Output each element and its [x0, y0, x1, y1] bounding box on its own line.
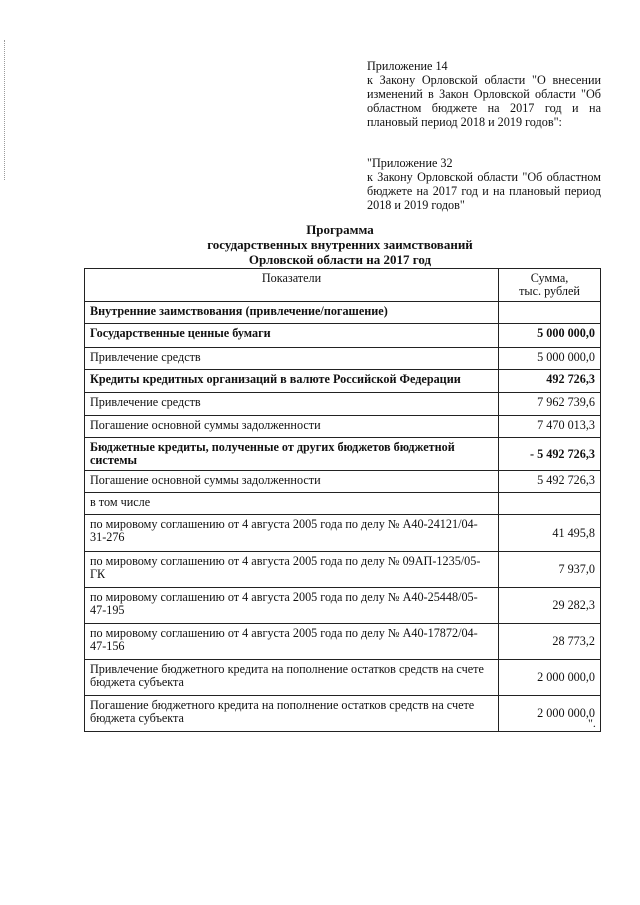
row-value: 2 000 000,0	[499, 696, 601, 732]
row-value: - 5 492 726,3	[499, 438, 601, 471]
table-row	[85, 324, 601, 348]
table-row	[85, 471, 601, 493]
row-value: 5 492 726,3	[499, 471, 601, 493]
table-row	[85, 696, 601, 732]
row-value: 7 937,0	[499, 552, 601, 588]
table-row	[85, 624, 601, 660]
table-row	[85, 393, 601, 416]
title-line-3: Орловской области на 2017 год	[248, 252, 432, 267]
row-label: Привлечение бюджетного кредита на пополнение остатков средств на счете бюджета субъекта	[85, 660, 499, 696]
annex-14-title: Приложение 14	[367, 59, 448, 73]
row-value	[499, 302, 601, 324]
closing-quote-mark: ".	[588, 716, 596, 730]
header-sum	[499, 269, 601, 302]
table-row	[85, 515, 601, 552]
row-value	[499, 493, 601, 515]
row-value: 5 000 000,0	[499, 324, 601, 348]
row-value: 41 495,8	[499, 515, 601, 552]
row-value: 7 470 013,3	[499, 416, 601, 438]
row-label: Привлечение средств	[85, 393, 499, 416]
row-label: Погашение основной суммы задолженности	[85, 416, 499, 438]
title-line-1: Программа	[306, 222, 374, 237]
row-label: Кредиты кредитных организаций в валюте Российской Федерации	[85, 370, 499, 393]
row-label: Бюджетные кредиты, полученные от других бюджетов бюджетной системы	[85, 438, 499, 471]
row-label: в том числе	[85, 493, 499, 515]
annex-32-header	[367, 156, 601, 212]
row-label: по мировому соглашению от 4 августа 2005 года по делу № А40-17872/04-47-156	[85, 624, 499, 660]
row-value: 7 962 739,6	[499, 393, 601, 416]
table-row	[85, 416, 601, 438]
row-value: 5 000 000,0	[499, 348, 601, 370]
margin-dotted-line	[4, 40, 6, 180]
table-row	[85, 348, 601, 370]
table-header-row	[85, 269, 601, 302]
table-row	[85, 438, 601, 471]
title-line-2: государственных внутренних заимствований	[207, 237, 473, 252]
annex-14-header	[367, 59, 601, 129]
row-label: Погашение основной суммы задолженности	[85, 471, 499, 493]
header-sum-line2: тыс. рублей	[519, 284, 580, 298]
annex-32-text: к Закону Орловской области "Об областном бюджете на 2017 год и на плановый период 2018 и 2019 годов"	[367, 170, 601, 212]
row-label: Погашение бюджетного кредита на пополнение остатков средств на счете бюджета субъекта	[85, 696, 499, 732]
row-label: по мировому соглашению от 4 августа 2005 года по делу № А40-24121/04-31-276	[85, 515, 499, 552]
row-value: 2 000 000,0	[499, 660, 601, 696]
table-row	[85, 552, 601, 588]
annex-14-text: к Закону Орловской области "О внесении изменений в Закон Орловской области "Об областном бюджете на 2017 год и на плановый период 2018 и 2019 годов":	[367, 73, 601, 129]
header-sum-line1: Сумма,	[530, 271, 569, 285]
annex-32-title: "Приложение 32	[367, 156, 453, 170]
row-label: по мировому соглашению от 4 августа 2005 года по делу № 09АП-1235/05-ГК	[85, 552, 499, 588]
table-row	[85, 493, 601, 515]
row-label: Государственные ценные бумаги	[85, 324, 499, 348]
table-row	[85, 302, 601, 324]
row-label: по мировому соглашению от 4 августа 2005 года по делу № А40-25448/05-47-195	[85, 588, 499, 624]
table-row	[85, 588, 601, 624]
table-row	[85, 660, 601, 696]
row-value: 492 726,3	[499, 370, 601, 393]
header-indicators: Показатели	[85, 269, 499, 302]
borrowing-program-table	[84, 268, 601, 732]
table-row	[85, 370, 601, 393]
row-label: Внутренние заимствования (привлечение/погашение)	[85, 302, 499, 324]
row-label: Привлечение средств	[85, 348, 499, 370]
row-value: 29 282,3	[499, 588, 601, 624]
row-value: 28 773,2	[499, 624, 601, 660]
document-title	[90, 222, 590, 267]
